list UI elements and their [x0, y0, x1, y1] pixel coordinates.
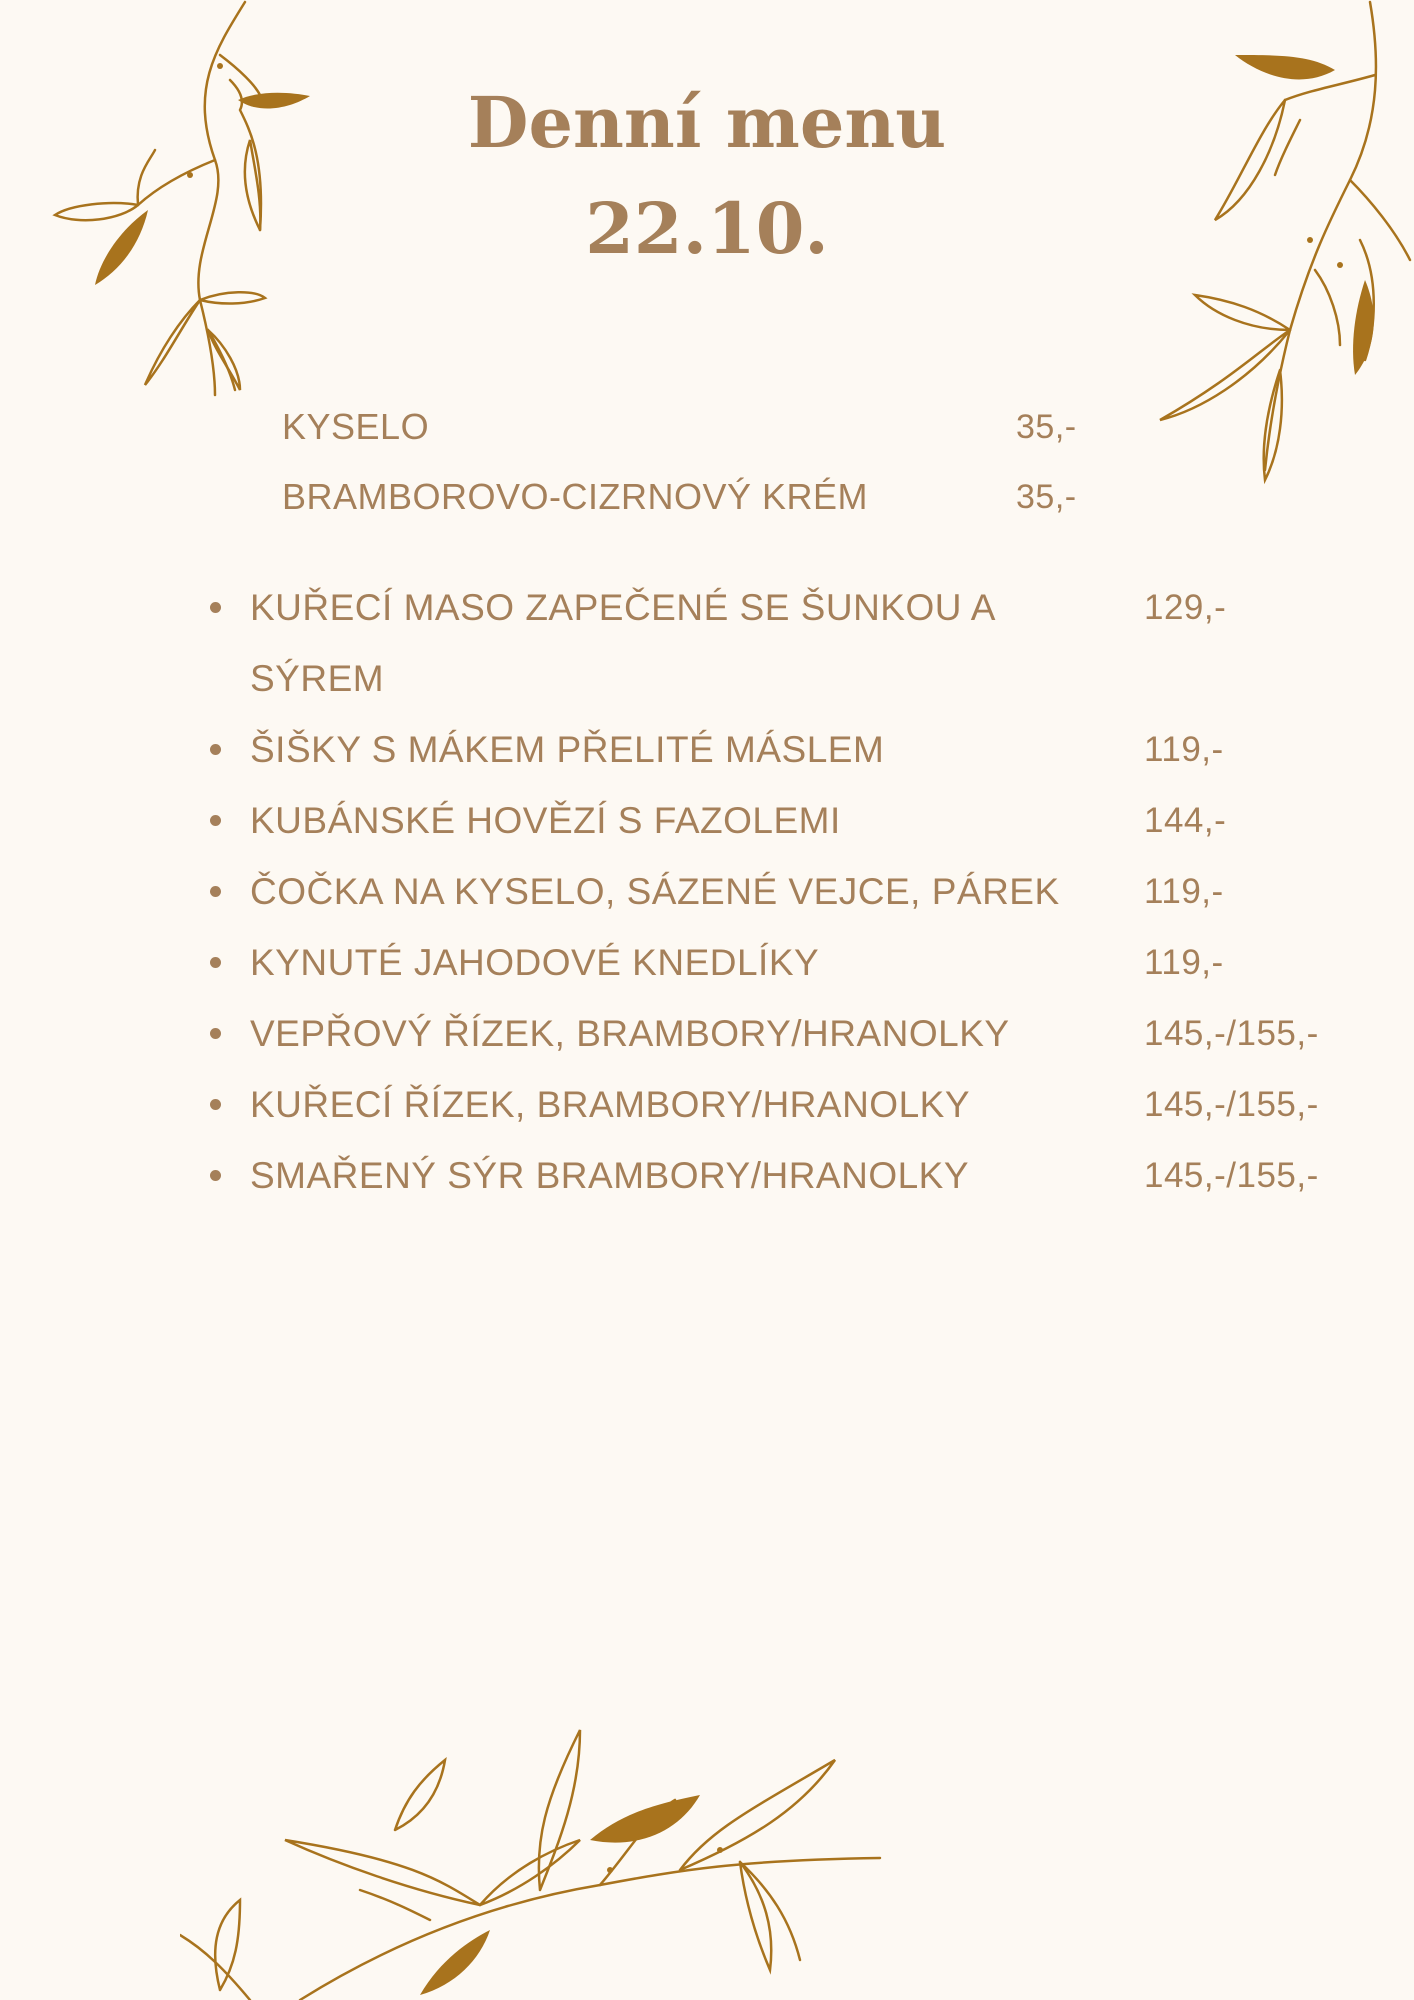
- menu-title: [0, 70, 1414, 282]
- menu-date: 22.10.: [585, 187, 829, 270]
- main-dish-name: KUŘECÍ ŘÍZEK, BRAMBORY/HRANOLKY: [250, 1084, 971, 1125]
- main-dish-item: [210, 785, 1360, 856]
- soup-list: [282, 392, 1102, 532]
- soup-item: [282, 462, 1102, 532]
- main-dish-item: [210, 1140, 1360, 1211]
- main-dish-name: SMAŘENÝ SÝR BRAMBORY/HRANOLKY: [250, 1155, 970, 1196]
- main-dish-price: 119,-: [1144, 730, 1224, 769]
- bullet-icon: [210, 1028, 221, 1039]
- main-dish-item: [210, 572, 1360, 714]
- soup-name: BRAMBOROVO-CIZRNOVÝ KRÉM: [282, 476, 869, 517]
- bullet-icon: [210, 744, 221, 755]
- soup-price: 35,-: [1016, 478, 1077, 516]
- bullet-icon: [210, 602, 221, 613]
- main-dish-name: KUŘECÍ MASO ZAPEČENÉ SE ŠUNKOU A SÝREM: [250, 587, 994, 699]
- main-dish-list: [210, 572, 1360, 1211]
- bullet-icon: [210, 886, 221, 897]
- main-dish-item: [210, 1069, 1360, 1140]
- main-dish-name: KYNUTÉ JAHODOVÉ KNEDLÍKY: [250, 942, 820, 983]
- bullet-icon: [210, 1170, 221, 1181]
- bullet-icon: [210, 815, 221, 826]
- main-dish-price: 129,-: [1144, 588, 1227, 627]
- main-dish-name: ŠIŠKY S MÁKEM PŘELITÉ MÁSLEM: [250, 729, 885, 770]
- main-dish-price: 145,-/155,-: [1144, 1085, 1319, 1124]
- soup-name: KYSELO: [282, 406, 430, 447]
- main-dish-item: [210, 927, 1360, 998]
- bullet-icon: [210, 957, 221, 968]
- main-dish-item: [210, 714, 1360, 785]
- main-dish-name: KUBÁNSKÉ HOVĚZÍ S FAZOLEMI: [250, 800, 841, 841]
- soup-item: [282, 392, 1102, 462]
- main-dish-item: [210, 998, 1360, 1069]
- main-dish-price: 145,-/155,-: [1144, 1014, 1319, 1053]
- main-dish-item: [210, 856, 1360, 927]
- main-dish-price: 119,-: [1144, 943, 1224, 982]
- menu-title-heading: Denní menu: [467, 81, 947, 164]
- leaf-branch-bottom-icon: [180, 1720, 900, 2000]
- main-dish-price: 144,-: [1144, 801, 1227, 840]
- main-dish-name: VEPŘOVÝ ŘÍZEK, BRAMBORY/HRANOLKY: [250, 1013, 1010, 1054]
- soup-price: 35,-: [1016, 408, 1077, 446]
- main-dish-price: 119,-: [1144, 872, 1224, 911]
- bullet-icon: [210, 1099, 221, 1110]
- main-dish-price: 145,-/155,-: [1144, 1156, 1319, 1195]
- main-dish-name: ČOČKA NA KYSELO, SÁZENÉ VEJCE, PÁREK: [250, 871, 1060, 912]
